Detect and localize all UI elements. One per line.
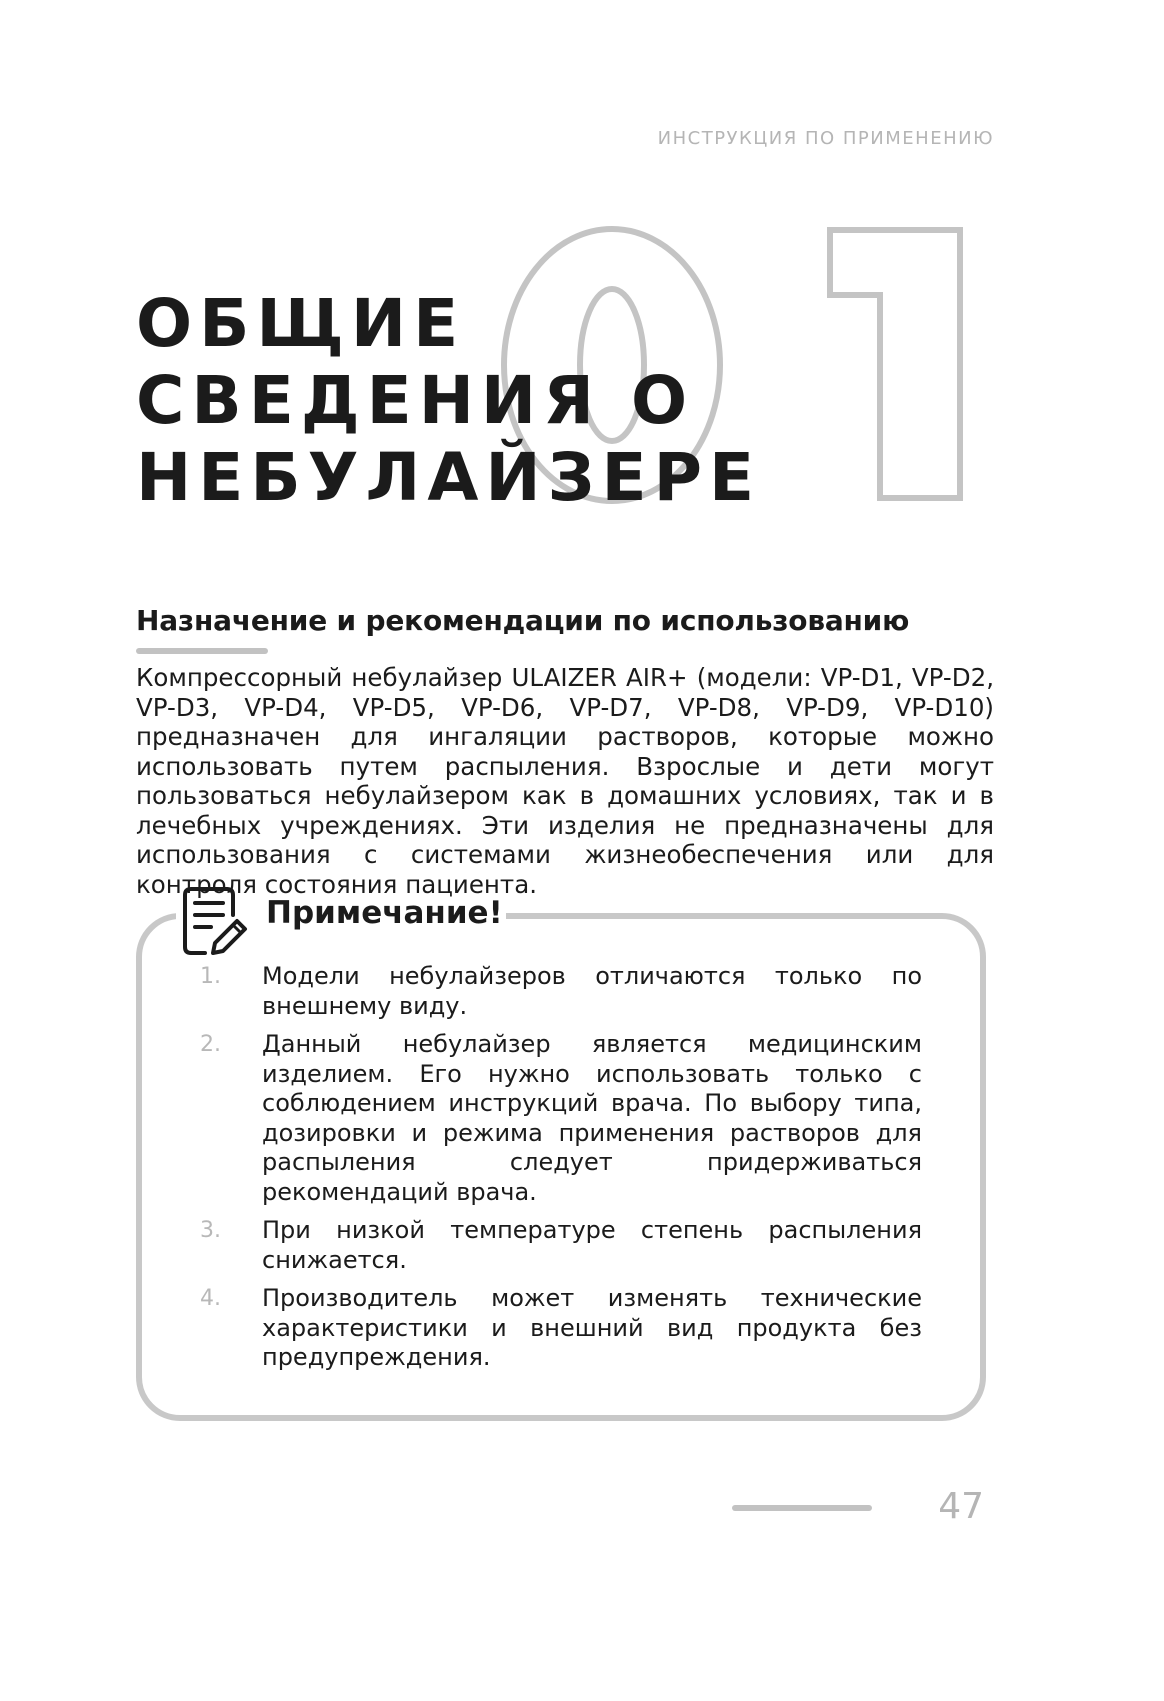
note-item-text: Модели небулайзеров отличаются только по внешнему виду. (262, 962, 922, 1020)
note-item-number: 1. (200, 964, 221, 989)
intro-paragraph: Компрессорный небулайзер ULAIZER AIR+ (модели: VP-D1, VP-D2, VP-D3, VP-D4, VP-D5, VP-D6, VP-D7, VP-D8, VP-D9, VP-D10) предназначен для ингаляции растворов, которые можно использовать путем распыления. Взрослые и дети могут пользоваться небулайзером как в домашних условиях, так и в лечебных учреждениях. Эти изделия не предназначены для использования с системами жизнеобеспечения или для контроля состояния пациента. (136, 663, 994, 899)
note-item (200, 1284, 922, 1373)
note-item-number: 4. (200, 1286, 221, 1311)
note-item-text: Производитель может изменять технические характеристики и внешний вид продукта без предупреждения. (262, 1284, 922, 1371)
note-item-text: При низкой температуре степень распыления снижается. (262, 1216, 922, 1274)
section-title: Назначение и рекомендации по использованию (136, 604, 910, 637)
note-edit-icon (181, 885, 251, 957)
running-header: ИНСТРУКЦИЯ ПО ПРИМЕНЕНИЮ (657, 128, 994, 149)
note-item-text: Данный небулайзер является медицинским изделием. Его нужно использовать только с соблюдением инструкций врача. По выбору типа, дозировки и режима применения растворов для распыления следует придерживаться рекомендаций врача. (262, 1030, 922, 1206)
note-item-number: 3. (200, 1218, 221, 1243)
note-list (200, 962, 922, 1382)
note-item-number: 2. (200, 1032, 221, 1057)
section-underline (136, 648, 268, 654)
chapter-number-text: 01 (500, 225, 502, 226)
note-item (200, 1216, 922, 1275)
note-item (200, 1030, 922, 1207)
footer-line (732, 1505, 872, 1511)
chapter-title-line-1: ОБЩИЕ (136, 285, 466, 362)
page-number: 47 (938, 1486, 984, 1527)
note-item (200, 962, 922, 1021)
chapter-title-line-2: СВЕДЕНИЯ О (136, 362, 695, 439)
chapter-title-line-3: НЕБУЛАЙЗЕРЕ (136, 439, 762, 516)
chapter-title (136, 285, 761, 516)
note-title: Примечание! (266, 895, 503, 931)
